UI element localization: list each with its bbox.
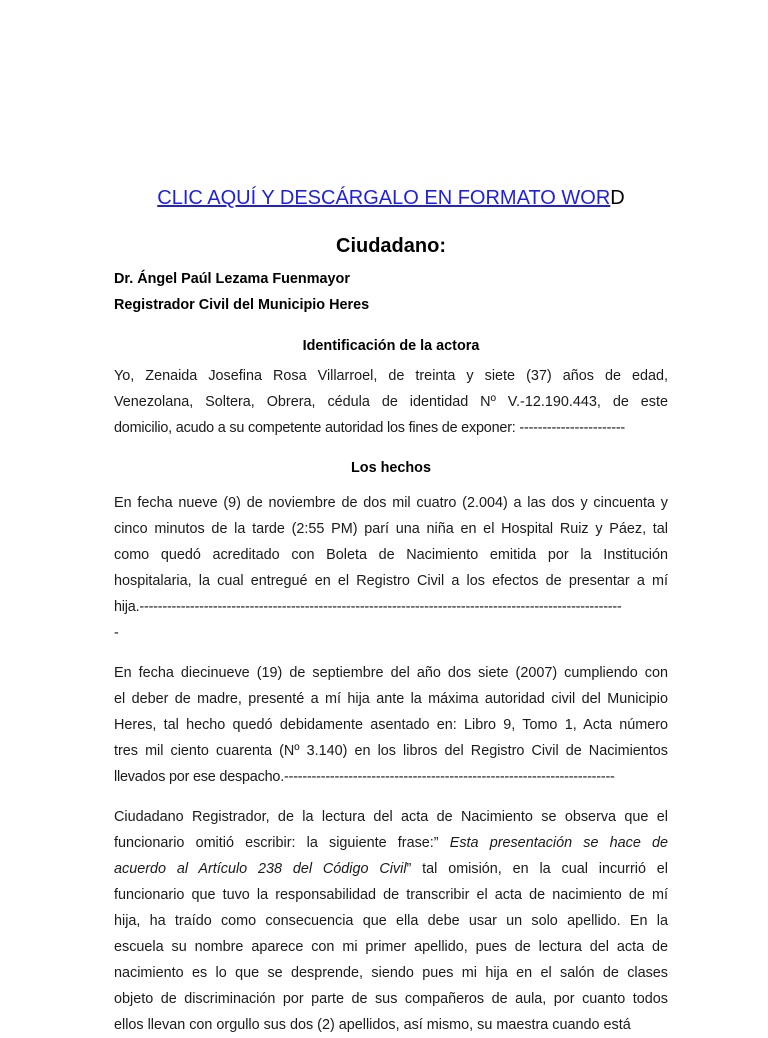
text-line: como quedó acreditado con Boleta de Nacimiento emitida por la Institución <box>114 547 668 563</box>
text-line: Heres, tal hecho quedó debidamente asentado en: Libro 9, Tomo 1, Acta número <box>114 717 668 733</box>
text-line: nacimiento es lo que se desprende, siendo pues mi hija en el salón de clases <box>114 965 668 981</box>
text-line: Ciudadano Registrador, de la lectura del acta de Nacimiento se observa que el <box>114 809 668 825</box>
salutation: Ciudadano: <box>336 235 446 257</box>
italic-quote: Esta presentación se hace de <box>449 835 668 851</box>
text-line: objeto de discriminación por parte de sus compañeros de aula, por cuanto todos <box>114 991 668 1007</box>
text-line: funcionario que tuvo la responsabilidad de transcribir el acta de nacimiento de mí <box>114 887 668 903</box>
paragraph-hechos-3 <box>114 804 668 1038</box>
paragraph-hechos-2 <box>114 660 668 790</box>
paragraph-hechos-1 <box>114 490 668 646</box>
section-heading-hechos: Los hechos <box>351 460 431 476</box>
text-line <box>114 856 668 882</box>
text-span: funcionario omitió escribir: la siguiente frase:” <box>114 835 439 851</box>
text-line: domicilio, acudo a su competente autoridad los fines de exponer: ----------------------- <box>114 420 626 436</box>
text-line: escuela su nombre aparece con mi primer apellido, pues de lectura del acta de <box>114 939 668 955</box>
text-line: - <box>114 625 119 641</box>
download-word-link[interactable]: CLIC AQUÍ Y DESCÁRGALO EN FORMATO WOR <box>157 187 611 209</box>
text-line: cinco minutos de la tarde (2:55 PM) parí una niña en el Hospital Ruiz y Páez, tal <box>114 521 668 537</box>
text-line: ellos llevan con orgullo sus dos (2) apellidos, así mismo, su maestra cuando está <box>114 1017 631 1033</box>
text-line: hospitalaria, la cual entregué en el Registro Civil a los efectos de presentar a mí <box>114 573 668 589</box>
addressee-name: Dr. Ángel Paúl Lezama Fuenmayor <box>114 271 350 287</box>
section-heading-identificacion: Identificación de la actora <box>302 338 480 354</box>
addressee-role: Registrador Civil del Municipio Heres <box>114 297 370 313</box>
text-line: tres mil ciento cuarenta (Nº 3.140) en los libros del Registro Civil de Nacimientos <box>114 743 668 759</box>
text-span: ” tal omisión, en la cual incurrió el <box>406 861 668 877</box>
text-line: el deber de madre, presenté a mí hija ante la máxima autoridad civil del Municipio <box>114 691 668 707</box>
text-line: hija, ha traído como consecuencia que ella debe usar un solo apellido. En la <box>114 913 668 929</box>
text-line: hija.--------------------------------------------------------------------------------------------------------- <box>114 599 622 615</box>
paragraph-identificacion <box>114 363 668 441</box>
text-line: llevados por ese despacho.------------------------------------------------------------------------ <box>114 769 615 785</box>
download-word-link-tail: D <box>610 187 625 209</box>
italic-quote: acuerdo al Artículo 238 del Código Civil <box>114 861 407 877</box>
text-line: Venezolana, Soltera, Obrera, cédula de identidad Nº V.-12.190.443, de este <box>114 394 668 410</box>
download-word-link-row <box>114 184 668 212</box>
text-line: En fecha diecinueve (19) de septiembre del año dos siete (2007) cumpliendo con <box>114 665 668 681</box>
text-line <box>114 830 668 856</box>
text-line: Yo, Zenaida Josefina Rosa Villarroel, de treinta y siete (37) años de edad, <box>114 368 668 384</box>
text-line: En fecha nueve (9) de noviembre de dos mil cuatro (2.004) a las dos y cincuenta y <box>114 495 668 511</box>
